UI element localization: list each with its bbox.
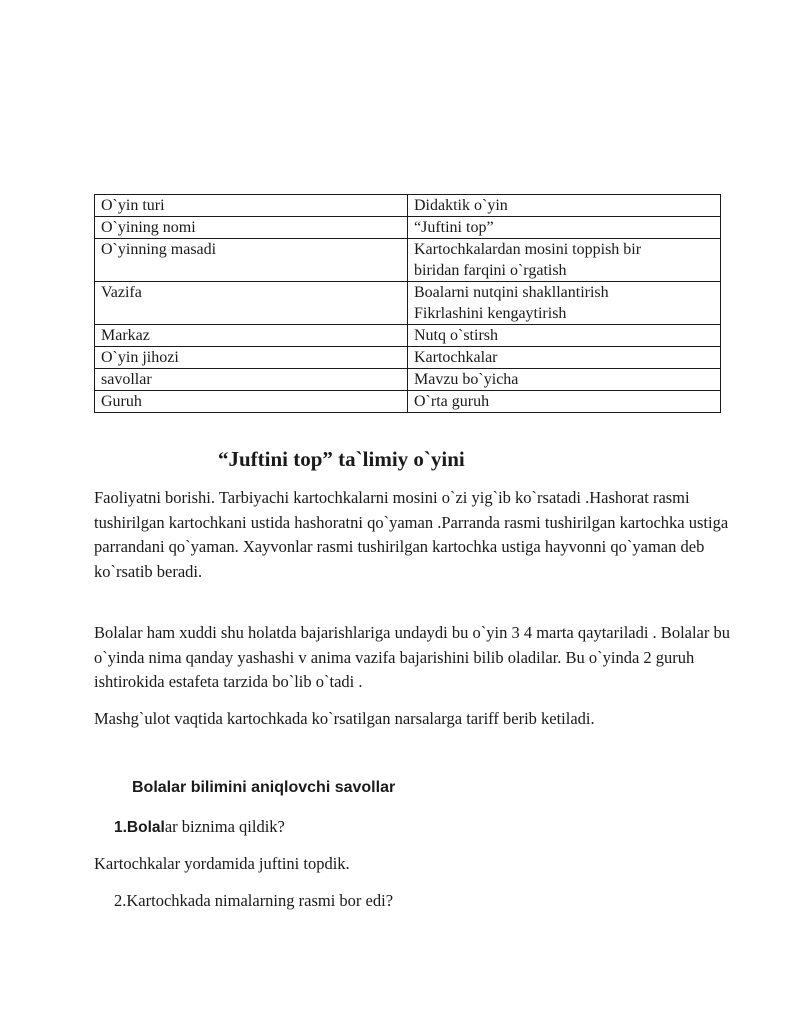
row-value: Kartochkalardan mosini toppish bir biridan farqini o`rgatish xyxy=(408,239,721,282)
table-row xyxy=(95,282,721,325)
row-label: Vazifa xyxy=(95,282,408,325)
row-label: O`yin jihozi xyxy=(95,347,408,369)
row-value: Didaktik o`yin xyxy=(408,195,721,217)
row-label: O`yinning masadi xyxy=(95,239,408,282)
row-value: Kartochkalar xyxy=(408,347,721,369)
game-info-table xyxy=(94,194,721,413)
table-row xyxy=(95,325,721,347)
paragraph-children: Bolalar ham xuddi shu holatda bajarishlariga undaydi bu o`yin 3 4 marta qaytariladi . Bolalar bu o`yinda nima qanday yashashi v anima vazifa bajarishini bilib oladilar. Bu o`yinda 2 guruh ishtirokida estafeta tarzida bo`lib o`tadi . xyxy=(94,623,730,691)
table-row xyxy=(95,217,721,239)
row-label: Markaz xyxy=(95,325,408,347)
row-value: Nutq o`stirsh xyxy=(408,325,721,347)
question-2: 2.Kartochkada nimalarning rasmi bor edi? xyxy=(114,891,394,910)
row-label: O`yining nomi xyxy=(95,217,408,239)
table-row xyxy=(95,195,721,217)
row-label: Guruh xyxy=(95,391,408,413)
table-row xyxy=(95,391,721,413)
questions-heading: Bolalar bilimini aniqlovchi savollar xyxy=(132,779,396,796)
table-row xyxy=(95,369,721,391)
question-1-rest: ar biznima qildik? xyxy=(164,817,285,836)
row-value: “Juftini top” xyxy=(408,217,721,239)
row-value: Mavzu bo`yicha xyxy=(408,369,721,391)
answer-1: Kartochkalar yordamida juftini topdik. xyxy=(94,854,350,873)
question-1 xyxy=(114,817,285,837)
question-1-bold: 1.Bolal xyxy=(114,819,165,836)
row-value: O`rta guruh xyxy=(408,391,721,413)
row-value: Boalarni nutqini shakllantirish Fikrlashini kengaytirish xyxy=(408,282,721,325)
paragraph-activity: Faoliyatni borishi. Tarbiyachi kartochkalarni mosini o`zi yig`ib ko`rsatadi .Hashorat rasmi tushirilgan kartochkani ustida hashoratni qo`yaman .Parranda rasmi tushirilgan kartochka ustiga parrandani qo`yaman. Xayvonlar rasmi tushirilgan kartochka ustiga hayvonni qo`yaman deb ko`rsatib beradi. xyxy=(94,488,729,581)
row-label: savollar xyxy=(95,369,408,391)
paragraph-lesson: Mashg`ulot vaqtida kartochkada ko`rsatilgan narsalarga tariff berib ketiladi. xyxy=(94,709,595,728)
table-row xyxy=(95,347,721,369)
table-row xyxy=(95,239,721,282)
document-title: “Juftini top” ta`limiy o`yini xyxy=(218,447,465,471)
row-label: O`yin turi xyxy=(95,195,408,217)
